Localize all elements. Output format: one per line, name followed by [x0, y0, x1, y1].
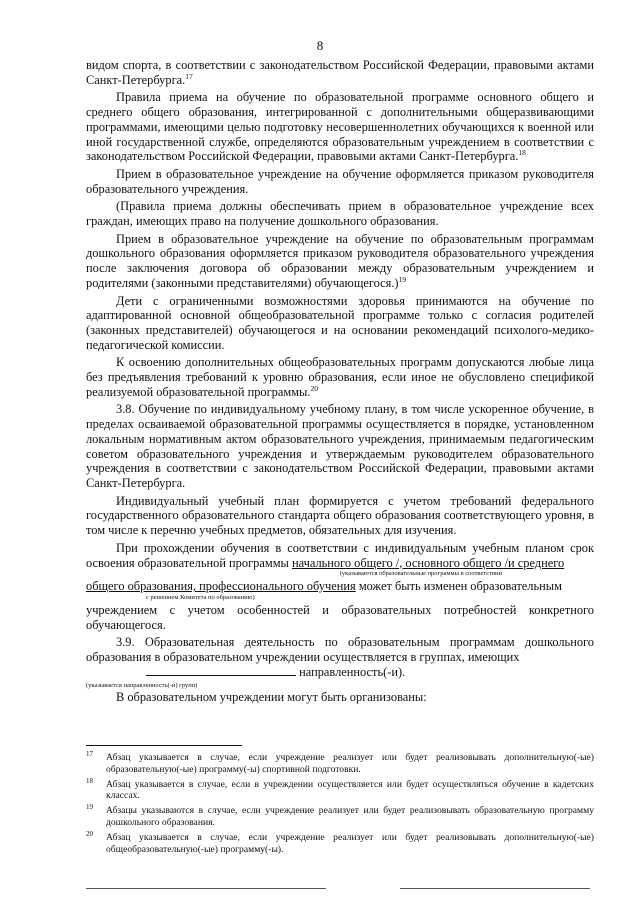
- paragraph-admission-rules: (Правила приема должны обеспечивать прием в образовательное учреждение всех граждан, имеющих право на получение дошкольного образования.: [86, 199, 594, 229]
- paragraph-additional-programs: [86, 355, 594, 399]
- field-caption: с решением Комитета по образованию): [146, 593, 255, 601]
- paragraph-organized: В образовательном учреждении могут быть организованы:: [116, 690, 427, 705]
- section-3-9: [86, 635, 594, 679]
- blank-field: [146, 665, 296, 676]
- footnote-ref: 18: [518, 148, 526, 158]
- footnotes: [86, 752, 594, 858]
- paragraph-plan-term-cont: [86, 579, 594, 594]
- document-body: [86, 58, 594, 705]
- field-caption: (указываются образовательные программы в соответствии: [339, 570, 502, 578]
- footnote: [86, 805, 594, 829]
- footnote-mark: 20: [86, 829, 93, 838]
- footnote-mark: 18: [86, 776, 93, 785]
- footnote-divider: [86, 745, 242, 746]
- underlined-programs: начального общего /, основного общего /и среднего: [291, 555, 565, 570]
- scan-edge-line: [86, 888, 326, 889]
- footnote-mark: 17: [86, 750, 93, 758]
- page-number: 8: [316, 38, 324, 53]
- underlined-programs: общего образования, профессионального обучения: [86, 579, 356, 594]
- footnote: [86, 752, 594, 776]
- footnote-text: Абзац указывается в случае, если учреждение реализует или будет реализовывать дополнительную(-ые) общеобразовательную(-ые) программу(-ы).: [106, 831, 594, 855]
- paragraph-text: может быть изменен образовательным: [355, 579, 562, 594]
- section-3-8: 3.8. Обучение по индивидуальному учебному плану, в том числе ускоренное обучение, в пределах осваиваемой образовательной программы осуществляется в порядке, установленном локальным нормативным актом образовательного учреждения, принимаемым педагогическим советом образовательного учреждения и утверждаемым руководителем образовательного учреждения в соответствии с законодательством Российской Федерации, правовыми актами Санкт-Петербурга.: [86, 402, 594, 490]
- footnote-ref: 17: [185, 71, 193, 81]
- paragraph-plan-term: [86, 541, 594, 570]
- paragraph-sport: [86, 58, 594, 87]
- footnote-ref: 19: [398, 274, 407, 284]
- footnote-text: Абзац указывается в случае, если учреждение реализует или будет реализовывать дополнительную(-ые) образовательную(-ые) программу(-ы) спортивной подготовки.: [106, 752, 594, 775]
- paragraph-text: Прием в образовательное учреждение на обучение по образовательным программам дошкольного образования оформляется приказом руководителя образовательного учреждения после заключения договора об образовании между образовательным учреждением и родителями (законными представителями) обучающегося.): [86, 231, 594, 290]
- paragraph-preschool-admission: [86, 232, 594, 291]
- footnote-mark: 19: [86, 803, 93, 812]
- paragraph-text: видом спорта, в соответствии с законодательством Российской Федерации, правовыми актами Санкт-Петербурга.: [86, 58, 594, 87]
- paragraph-text: направленность(-и).: [296, 664, 406, 679]
- scan-edge-line: [400, 888, 590, 889]
- footnote-text: Абзац указывается в случае, если в учреждении осуществляется или будет осуществляться обучение в кадетских классах.: [106, 778, 594, 802]
- paragraph-cadet-rules: [86, 90, 594, 164]
- paragraph-text: К освоению дополнительных общеобразовательных программ допускаются любые лица без предъявления требований к уровню образования, если иное не обусловлено спецификой реализуемой образовательной программы.: [86, 355, 594, 399]
- paragraph-individual-plan: Индивидуальный учебный план формируется с учетом требований федерального государственного образовательного стандарта общего образования соответствующего уровня, в том числе к перечню учебных предметов, обязательных для изучения.: [86, 493, 594, 538]
- paragraph-text: 3.9. Образовательная деятельность по образовательным программам дошкольного образования в образовательном учреждении осуществляется в группах, имеющих: [86, 635, 594, 665]
- field-caption: (указывается направленность(-и) групп): [86, 682, 198, 690]
- paragraph-plan-term-end: учреждением с учетом особенностей и образовательных потребностей конкретного обучающегося.: [86, 602, 594, 632]
- paragraph-disabilities: Дети с ограниченными возможностями здоровья принимаются на обучение по адаптированной основной общеобразовательной программе только с согласия родителей (законных представителей) обучающегося и на основании рекомендаций психолого-медико-педагогической комиссии.: [86, 293, 594, 352]
- paragraph-text: Правила приема на обучение по образовательной программе основного общего и среднего общего образования, интегрированной с дополнительными общеразвивающими программами, имеющими целью подготовку несовершеннолетних обучающихся к военной или иной государственной службе, определяются образовательным учреждением в соответствии с законодательством Российской Федерации, правовыми актами Санкт-Петербурга.: [86, 90, 594, 164]
- paragraph-text: При прохождении обучения в соответствии с индивидуальным учебным планом срок освоения образовательной программы: [86, 540, 594, 570]
- paragraph-admission-order: Прием в образовательное учреждение на обучение оформляется приказом руководителя образовательного учреждения.: [86, 166, 594, 196]
- footnote-text: Абзацы указываются в случае, если учреждение реализует или будет реализовывать образовательную программу дошкольного образования.: [106, 805, 594, 828]
- footnote-ref: 20: [310, 383, 318, 393]
- footnote: [86, 829, 594, 856]
- footnote: [86, 776, 594, 803]
